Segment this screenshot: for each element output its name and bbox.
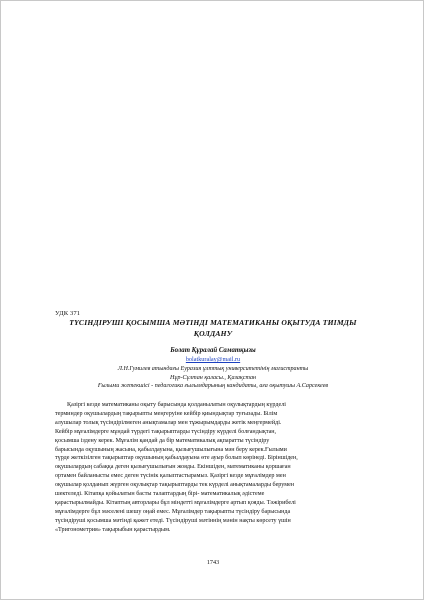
- body-line: қосымша іздену керек. Мұғалім қандай да бір математикалық ақпаратты түсіндіру: [55, 437, 270, 444]
- page-number: 1743: [206, 559, 220, 566]
- affiliation-line: Ғылыми жетекшісі - педагогика ғылымдарының кандидаты, аға оқытушы А.Сарсекеев: [97, 383, 329, 390]
- body-line: «Тригонометрия» тақырыбын қарастырдым.: [55, 526, 171, 533]
- paper-title: [55, 318, 371, 339]
- body-paragraph: [55, 401, 371, 535]
- body-line: түсіндіруші қосымша мәтінді қажет етеді. Түсіндіруші мәтіннің мәнін нақты көрсету үшін: [55, 517, 291, 524]
- body-line: шектеледі. Кітапқа қойылатын басты талаптардың бірі- математикалық әдістеме: [55, 491, 265, 498]
- author-name: Болат Құралай Саматқызы: [170, 347, 256, 354]
- body-line: Қазіргі кезде математиканы оқыту барысында қолданылатын оқулықтардың күрделі: [67, 402, 286, 408]
- body-line: оқушылардың сабаққа деген қызығушылығын жояды. Екіншіден, математиканы қоршаған: [55, 464, 291, 471]
- body-line: алушылар толық түсіндірілмеген анықтамалар мен тұжырымдарды жетік меңгермейді.: [55, 419, 282, 426]
- body-line: терминдер оқушылардың тақырыпты меңгеруіне кейбір қиындықтар туғызады. Білім: [55, 410, 278, 417]
- affiliation-line: Нұр-Сұлтан қаласы., Қазақстан: [169, 374, 257, 381]
- title-line-1: ТҮСІНДІРУШІ ҚОСЫМША МӘТІНДІ МАТЕМАТИКАНЫ ОҚЫТУДА ТИІМДЫ: [69, 318, 357, 327]
- affiliation-line: Л.Н.Гумилев атындағы Еуразия ұлттық университетінің магистранты: [117, 366, 309, 372]
- body-line: қарастырылмайды. Кітаптың авторлары бұл міндетті мұғалімдерге артып қояды. Тәжірибелі: [55, 499, 296, 506]
- affiliation-block: [55, 365, 371, 391]
- body-line: оқушылар қолданып жүрген оқулықтар тақырыптарды тек күрделі анықтамаларды берумен: [55, 482, 295, 489]
- title-line-2: ҚОЛДАНУ: [193, 328, 233, 338]
- body-line: ортамен байланысты емес деген түсінік қалыптастырамыз. Қазіргі кезде мұғалімдер мен: [55, 473, 286, 480]
- body-line: мұғалімдерге бұл мәселені шешу оңай емес. Мұғалімдер тақырыпты түсіндіру барысында: [55, 508, 291, 515]
- udc-code: УДК 371: [55, 310, 81, 317]
- body-line: Кейбір мұғалімдерге мұндай түрдегі тақырыптарды түсіндіру күрделі болғандықтан,: [55, 428, 277, 435]
- body-line: түрде жеткізілген тақырыптар оқушының қабылдауына өте ауыр болып көрінеді. Біріншіден,: [55, 455, 298, 462]
- author-email-link[interactable]: bolatkuralay@mail.ru: [185, 356, 241, 363]
- body-line: барысында оқушының жасына, қабылдауына, қызығушылығына мән беру керек.Ғылыми: [55, 446, 287, 453]
